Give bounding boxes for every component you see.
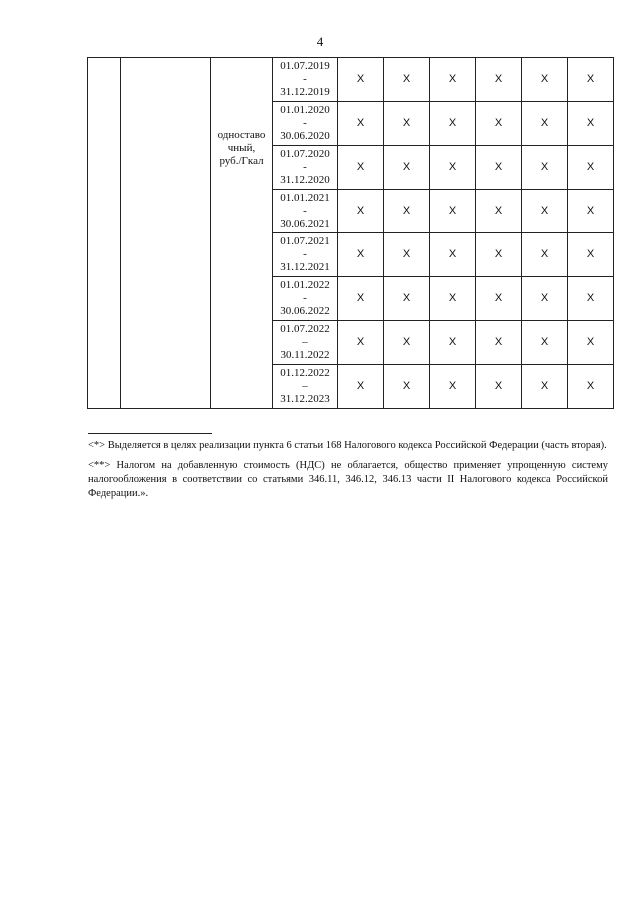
period-end: 30.06.2021 <box>280 217 330 230</box>
mark-cell: X <box>476 365 522 409</box>
period-dash: - <box>303 73 307 85</box>
mark-cell: X <box>476 102 522 146</box>
period-dash: – <box>302 380 308 392</box>
mark-cell: X <box>522 277 568 321</box>
unit-label-line: одноставо <box>217 128 266 141</box>
mark-cell: X <box>384 233 430 277</box>
mark-cell: X <box>568 365 614 409</box>
mark-cell: X <box>338 190 384 233</box>
mark-cell: X <box>430 321 476 365</box>
period-cell <box>273 102 338 146</box>
period-end: 31.12.2023 <box>280 393 330 405</box>
mark-cell: X <box>384 321 430 365</box>
period-start: 01.01.2022 <box>280 279 330 291</box>
mark-cell: X <box>568 321 614 365</box>
period-start: 01.07.2019 <box>280 60 330 72</box>
mark-cell: X <box>384 365 430 409</box>
mark-cell: X <box>430 58 476 102</box>
period-start: 01.07.2021 <box>280 235 330 247</box>
period-dash: - <box>303 204 307 217</box>
mark-cell: X <box>338 58 384 102</box>
period-start: 01.07.2022 <box>280 323 330 335</box>
mark-cell: X <box>338 277 384 321</box>
mark-cell: X <box>384 58 430 102</box>
mark-cell: X <box>338 102 384 146</box>
mark-cell: X <box>430 146 476 190</box>
period-cell <box>273 58 338 102</box>
mark-cell: X <box>476 277 522 321</box>
mark-cell: X <box>568 146 614 190</box>
period-end: 30.11.2022 <box>280 349 330 361</box>
unit-label-line: руб./Гкал <box>219 154 264 167</box>
page-number: 4 <box>316 34 324 49</box>
period-dash: - <box>303 292 307 304</box>
period-cell <box>273 277 338 321</box>
period-dash: - <box>303 248 307 260</box>
mark-cell: X <box>568 58 614 102</box>
mark-cell: X <box>430 233 476 277</box>
period-cell <box>273 146 338 190</box>
mark-cell: X <box>522 321 568 365</box>
unit-cell <box>211 58 273 409</box>
mark-cell: X <box>522 233 568 277</box>
mark-cell: X <box>430 365 476 409</box>
unit-label <box>211 129 272 168</box>
mark-cell: X <box>476 321 522 365</box>
mark-cell: X <box>384 146 430 190</box>
table-row <box>88 58 614 102</box>
mark-cell: X <box>476 146 522 190</box>
unit-label-line: чный, <box>227 141 256 154</box>
empty-name-cell <box>121 58 211 409</box>
mark-cell: X <box>430 102 476 146</box>
mark-cell: X <box>522 190 568 233</box>
mark-cell: X <box>338 365 384 409</box>
period-cell <box>273 190 338 233</box>
mark-cell: X <box>568 190 614 233</box>
period-start: 01.12.2022 <box>280 367 330 379</box>
period-end: 31.12.2020 <box>280 174 330 186</box>
period-start: 01.07.2020 <box>280 148 330 160</box>
mark-cell: X <box>522 58 568 102</box>
period-end: 31.12.2021 <box>280 261 330 273</box>
period-end: 30.06.2020 <box>280 130 330 142</box>
mark-cell: X <box>476 233 522 277</box>
period-cell <box>273 321 338 365</box>
tariff-table-body <box>88 58 614 409</box>
footnotes <box>88 439 608 507</box>
footnote-vat-allocation: <*> Выделяется в целях реализации пункта 6 статьи 168 Налогового кодекса Российской Федерации (часть вторая). <box>88 440 607 451</box>
empty-index-cell <box>88 58 121 409</box>
period-dash: - <box>303 161 307 173</box>
period-dash: – <box>302 336 308 348</box>
mark-cell: X <box>384 102 430 146</box>
mark-cell: X <box>338 321 384 365</box>
mark-cell: X <box>568 102 614 146</box>
mark-cell: X <box>384 190 430 233</box>
period-start: 01.01.2021 <box>280 191 330 204</box>
tariff-table <box>87 57 614 409</box>
mark-cell: X <box>568 277 614 321</box>
period-start: 01.01.2020 <box>280 104 330 116</box>
mark-cell: X <box>522 146 568 190</box>
mark-cell: X <box>430 190 476 233</box>
footnote-vat-exempt: <**> Налогом на добавленную стоимость (НДС) не облагается, общество применяет упрощенную систему налогообложения в соответствии со статьями 346.11, 346.12, 346.13 части II Налогового кодекса Российской Федерации.». <box>88 460 608 499</box>
mark-cell: X <box>522 102 568 146</box>
period-dash: - <box>303 117 307 129</box>
period-cell <box>273 365 338 409</box>
mark-cell: X <box>568 233 614 277</box>
period-end: 30.06.2022 <box>280 305 330 317</box>
period-cell <box>273 233 338 277</box>
mark-cell: X <box>384 277 430 321</box>
mark-cell: X <box>522 365 568 409</box>
mark-cell: X <box>338 233 384 277</box>
mark-cell: X <box>476 58 522 102</box>
footnote-separator <box>88 433 212 434</box>
period-end: 31.12.2019 <box>280 86 330 98</box>
mark-cell: X <box>476 190 522 233</box>
mark-cell: X <box>430 277 476 321</box>
mark-cell: X <box>338 146 384 190</box>
